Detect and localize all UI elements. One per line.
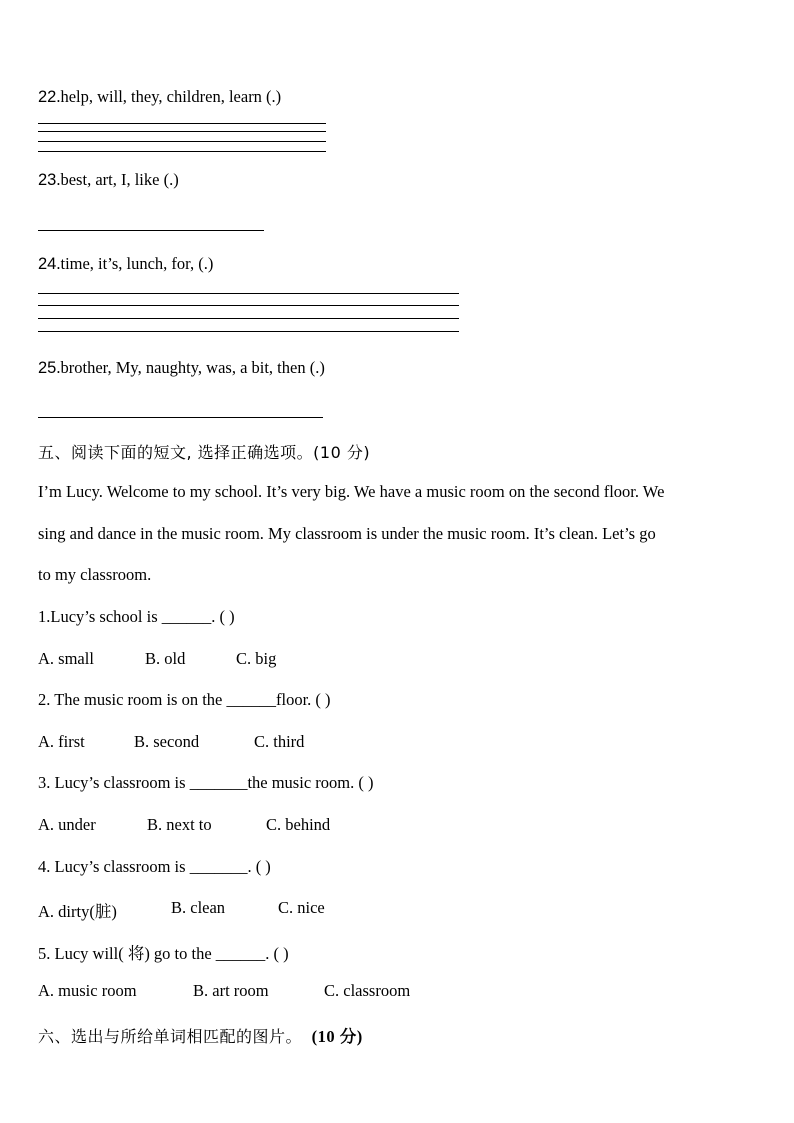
option-b: B. next to: [147, 815, 212, 834]
section-6-heading: [38, 1023, 363, 1047]
reading-question-4: 4. Lucy’s classroom is _______. ( ): [38, 857, 271, 876]
option-a: A. small: [38, 649, 94, 668]
section-6-title: 六、选出与所给单词相匹配的图片。: [38, 1027, 303, 1046]
option-a: A. music room: [38, 981, 137, 1000]
option-a: A. dirty(脏): [38, 902, 117, 921]
passage-line: to my classroom.: [38, 565, 152, 584]
reading-question-3: 3. Lucy’s classroom is _______the music room. ( ): [38, 773, 374, 792]
answer-line: [38, 417, 323, 418]
answer-line: [38, 331, 459, 332]
option-c: C. nice: [278, 898, 325, 917]
option-b: B. old: [145, 649, 186, 668]
reading-question-2: 2. The music room is on the ______floor. ( ): [38, 690, 331, 709]
question-text: .help, will, they, children, learn (.): [56, 87, 282, 106]
reading-question-5: 5. Lucy will( 将) go to the ______. ( ): [38, 944, 289, 963]
answer-line: [38, 293, 459, 294]
question-25: [38, 358, 325, 378]
option-b: B. art room: [193, 981, 269, 1000]
question-24: [38, 254, 213, 274]
question-text: .time, it’s, lunch, for, (.): [56, 254, 214, 273]
answer-line: [38, 151, 326, 152]
question-number: 22: [38, 88, 57, 106]
question-23: [38, 170, 179, 190]
section-5-heading: 五、阅读下面的短文, 选择正确选项。(10 分): [38, 443, 371, 462]
answer-line: [38, 131, 326, 132]
passage-line: sing and dance in the music room. My classroom is under the music room. It’s clean. Let’s go: [38, 524, 656, 543]
section-6-score: (10 分): [311, 1027, 363, 1046]
answer-line: [38, 230, 264, 231]
question-22: [38, 87, 281, 107]
option-a: A. under: [38, 815, 96, 834]
reading-question-1: 1.Lucy’s school is ______. ( ): [38, 607, 235, 626]
answer-line: [38, 318, 459, 319]
question-number: 25: [38, 359, 57, 377]
option-b: B. clean: [171, 898, 226, 917]
answer-line: [38, 123, 326, 124]
option-a: A. first: [38, 732, 85, 751]
option-c: C. classroom: [324, 981, 411, 1000]
answer-line: [38, 305, 459, 306]
option-c: C. big: [236, 649, 277, 668]
option-c: C. behind: [266, 815, 331, 834]
passage-line: I’m Lucy. Welcome to my school. It’s very big. We have a music room on the second floor. We: [38, 482, 665, 501]
option-c: C. third: [254, 732, 305, 751]
answer-line: [38, 141, 326, 142]
question-text: .best, art, I, like (.): [56, 170, 179, 189]
option-b: B. second: [134, 732, 200, 751]
question-number: 24: [38, 255, 57, 273]
question-number: 23: [38, 171, 57, 189]
question-text: .brother, My, naughty, was, a bit, then (.): [56, 358, 325, 377]
